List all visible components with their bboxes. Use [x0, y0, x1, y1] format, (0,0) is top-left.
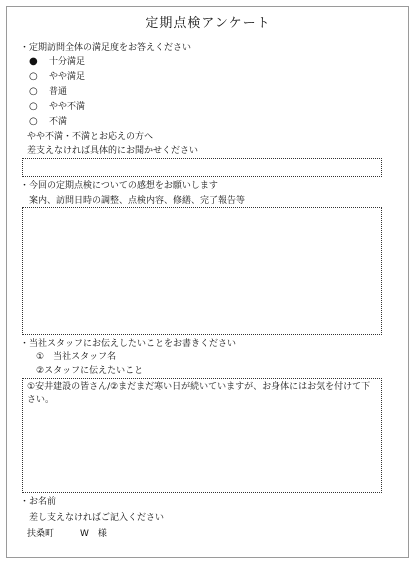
q1-heading: ・定期訪問全体の満足度をお答えください: [20, 43, 192, 53]
q2-heading: ・今回の定期点検についての感想をお願いします: [20, 181, 218, 191]
q3-message-text: ①安井建設の皆さん/②まだまだ寒い日が続いていますが、お身体にはお気を付けて下さい。: [27, 382, 371, 405]
q1-detail-textbox[interactable]: [22, 158, 382, 177]
radio-label: やや不満: [49, 102, 86, 112]
radio-unselected-icon[interactable]: ○: [29, 101, 38, 112]
survey-title: 定期点検アンケート: [145, 16, 271, 31]
radio-unselected-icon[interactable]: ○: [29, 116, 38, 127]
radio-label: 十分満足: [49, 57, 86, 67]
q3-item-staff-name: ① 当社スタッフ名: [36, 352, 117, 362]
q3-heading: ・当社スタッフにお伝えしたいことをお書きください: [20, 339, 237, 349]
q4-heading: ・お名前: [20, 497, 57, 507]
radio-selected-icon[interactable]: ●: [29, 56, 38, 67]
q2-comment-textbox[interactable]: [22, 207, 382, 335]
q1-followup-line1: やや不満・不満とお応えの方へ: [27, 132, 154, 142]
name-field-town: 扶桑町: [27, 529, 55, 539]
q1-followup-line2: 差支えなければ具体的にお聞かせください: [27, 146, 199, 156]
radio-label: 不満: [49, 117, 68, 127]
radio-unselected-icon[interactable]: ○: [29, 86, 38, 97]
name-field-name: W 様: [80, 529, 107, 539]
radio-label: やや満足: [49, 72, 86, 82]
q4-hint: 差し支えなければご記入ください: [29, 513, 165, 523]
radio-label: 普通: [49, 87, 68, 97]
q2-hint: 案内、訪問日時の調整、点検内容、修繕、完了報告等: [29, 196, 246, 206]
q3-item-message: ②スタッフに伝えたいこと: [36, 366, 144, 376]
radio-unselected-icon[interactable]: ○: [29, 71, 38, 82]
q3-message-textbox[interactable]: [22, 378, 382, 493]
